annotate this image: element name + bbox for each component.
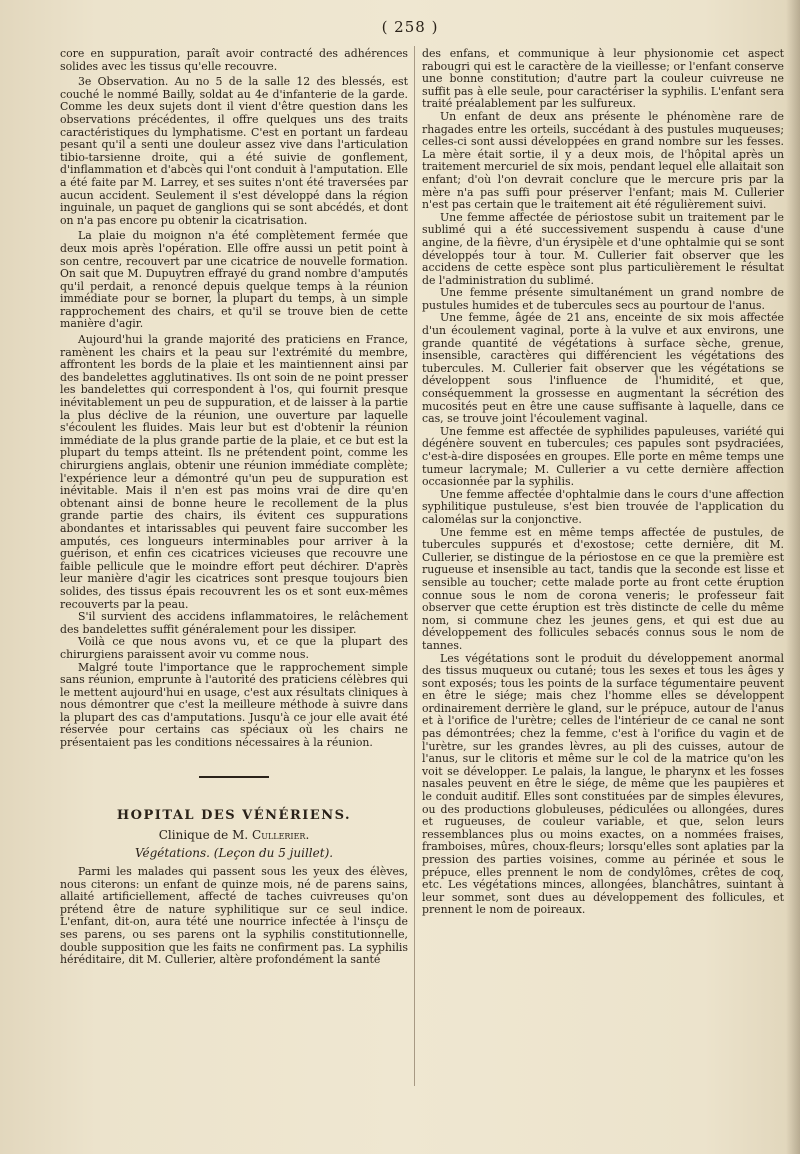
paragraph: Aujourd'hui la grande majorité des praticiens en France, ramènent les chairs et la peau sur l'extrémité du membre, affrontent les bords de la plaie et les maintiennent ainsi par des bandelettes agglutinatives. Ils ont soin de ne point presser les bandelettes qui correspondent à l'os, qui fournit presque inévitablement un peu de suppuration, et de laisser à la partie la plus déclive de la réunion, une ouverture par laquelle s'écoulent les fluides. Mais leur but est d'obtenir la réunion immédiate de la plus grande partie de la plaie, et ce but est la plupart du temps atteint. Ils ne prétendent point, comme les chirurgiens anglais, obtenir une réunion immédiate complète; l'expérience leur a démontré qu'un peu de suppuration est inévitable. Mais il n'en est pas moins vrai de dire qu'en obtenant ainsi de bonne heure le recollement de la plus grande partie des chairs, ils évitent ces suppurations abondantes et intarissables qui peuvent faire succomber les amputés, ces longueurs interminables pour arriver à la guérison, et enfin ces cicatrices vicieuses que recouvre une faible pellicule que le moindre effort peut déchirer. D'après leur manière d'agir les cicatrices sont presque toujours bien solides, des tissus épais recouvrent les os et sont eux-mêmes recouverts par la peau. (60, 333, 408, 611)
left-column (60, 48, 408, 967)
paragraph: Une femme est en même temps affectée de pustules, de tubercules suppurés et d'exostose; cette dernière, dit M. Cullerier, se distingue de la périostose en ce que la première est rugueuse et insensible au tact, tandis que la seconde est lisse et sensible au toucher; cette malade porte au front cette éruption connue sous le nom de corona veneris; le professeur fait observer que cette éruption est très distincte de celle du même nom, si commune chez les jeunes gens, et qui est due au développement des follicules sebacés connus sous le nom de tannes. (422, 525, 784, 652)
section-title: HOPITAL DES VÉNÉRIENS. (116, 808, 352, 824)
section-separator (60, 772, 408, 785)
paragraph: Une femme présente simultanément un grand nombre de pustules humides et de tubercules secs au pourtour de l'anus. (422, 286, 784, 312)
paragraph: Une femme est affectée de syphilides papuleuses, variété qui dégénère souvent en tubercules; ces papules sont psydraciées, c'est-à-dire disposées en groupes. Elle porte en même temps une tumeur lacrymale; M. Cullerier a vu cette dernière affection occasionnée par la syphilis. (422, 424, 784, 489)
column-divider (414, 46, 415, 1086)
paragraph: Une femme affectée de périostose subit un traitement par le sublimé qui a été successivement suspendu à cause d'une angine, de la fièvre, d'un érysipèle et d'une ophtalmie qui se sont développés tour à tour. M. Cullerier fait observer que les accidens de cette espèce sont plus particulièrement le résultat de l'administration du sublimé. (422, 210, 784, 287)
clinic-prefix: Clinique de M. (158, 827, 249, 842)
page-number: ( 258 ) (381, 18, 439, 36)
lecture-heading: Végétations. (Leçon du 5 juillet). (134, 846, 334, 861)
paragraph: La plaie du moignon n'a été complètement fermée que deux mois après l'opération. Elle offre aussi un petit point à son centre, recouvert par une cicatrice de nouvelle formation. On sait que M. Dupuytren effrayé du grand nombre d'amputés qu'il perdait, a renoncé depuis quelque temps à la réunion immédiate pour se borner, la plupart du temps, à un simple rapprochement des chairs, et qu'il se trouve bien de cette manière d'agir. (60, 229, 408, 331)
page-edge-shadow (786, 0, 800, 1154)
paragraph: 3e Observation. Au no 5 de la salle 12 des blessés, est couché le nommé Bailly, soldat au 4e d'infanterie de la garde. Comme les deux sujets dont il vient d'être question dans les observations précédentes, il offre quelques uns des traits caractéristiques du lymphatisme. C'est en portant un fardeau pesant qu'il a senti une douleur assez vive dans l'articulation tibio-tarsienne droite, qui a été suivie de gonflement, d'inflammation et d'abcès qui l'ont conduit à l'amputation. Elle a été faite par M. Larrey, et ses suites n'ont été traversées par aucun accident. Seulement il s'est développé dans la région inguinale, un paquet de ganglions qui se sont abcédés, et dont on n'a pas encore pu obtenir la cicatrisation. (60, 75, 408, 227)
paragraph: Une femme affectée d'ophtalmie dans le cours d'une affection syphilitique pustuleuse, s'est bien trouvée de l'application du calomélas sur la conjonctive. (422, 487, 784, 526)
paragraph: Voilà ce que nous avons vu, et ce que la plupart des chirurgiens paraissent avoir vu comme nous. (60, 635, 408, 661)
paragraph: Une femme, âgée de 21 ans, enceinte de six mois affectée d'un écoulement vaginal, porte à la vulve et aux environs, une grande quantité de végétations à surface sèche, grenue, insensible, caractères qui différencient les végétations des tubercules. M. Cullerier fait observer que les végétations se développent sous l'influence de l'humidité, et que, conséquemment la grossesse en augmentant la sécrétion des mucosités peut en être une cause suffisante à laquelle, dans ce cas, se trouve joint l'écoulement vaginal. (422, 311, 784, 426)
paragraph: Malgré toute l'importance que le rapprochement simple sans réunion, emprunte à l'autorité des praticiens célèbres qui le mettent aujourd'hui en usage, c'est aux résultats cliniques à nous démontrer que c'est la meilleure méthode à suivre dans la plupart des cas d'amputations. Jusqu'à ce jour elle avait été réservée pour certains cas spéciaux où les chairs ne présentaient pas les conditions nécessaires à la réunion. (60, 660, 408, 750)
paragraph: S'il survient des accidens inflammatoires, le relâchement des bandelettes suffit généralement pour les dissiper. (60, 610, 408, 636)
clinic-heading (60, 829, 408, 842)
paragraph: Parmi les malades qui passent sous les yeux des élèves, nous citerons: un enfant de quinze mois, né de parens sains, allaité artificiellement, affecté de taches cuivreuses qu'on prétend être de nature syphilitique sur ce seul indice. L'enfant, dit-on, aura tété une nourrice infectée à l'insçu de ses parens, ou ses parens ont la syphilis constitutionnelle, double supposition que les faits ne confirment pas. La syphilis héréditaire, dit M. Cullerier, altère profondément la santé (60, 865, 408, 967)
paragraph: des enfans, et communique à leur physionomie cet aspect rabougri qui est le caractère de la vieillesse; or l'enfant conserve une bonne constitution; d'autre part la couleur cuivreuse ne suffit pas à elle seule, pour caractériser la syphilis. L'enfant sera traité préalablement par les sulfureux. (422, 47, 784, 111)
paragraph: Un enfant de deux ans présente le phénomène rare de rhagades entre les orteils, succédant à des pustules muqueuses; celles-ci sont aussi développées en grand nombre sur les fesses. La mère était sortie, il y a deux mois, de l'hôpital après un traitement mercuriel de six mois, pendant lequel elle allaitait son enfant; d'où l'on devrait conclure que le mercure pris par la mère n'a pas suffi pour préserver l'enfant; mais M. Cullerier n'est pas certain que le traitement ait été régulièrement suivi. (422, 109, 784, 212)
clinic-name: Cullerier. (252, 827, 310, 842)
right-column (422, 48, 784, 917)
paragraph: core en suppuration, paraît avoir contracté des adhérences solides avec les tissus qu'elle recouvre. (60, 47, 408, 73)
paragraph: Les végétations sont le produit du développement anormal des tissus muqueux ou cutané; tous les sexes et tous les âges y sont exposés; tous les points de la surface tégumentaire peuvent en être le siége; mais chez l'homme elles se développent ordinairement derrière le gland, sur le prépuce, autour de l'anus et à l'orifice de l'urètre; celles de l'intérieur de ce canal ne sont pas démontrées; chez la femme, c'est à l'orifice du vagin et de l'urètre, sur les grandes lèvres, au pli des cuisses, autour de l'anus, sur le clitoris et même sur le col de la matrice qu'on les voit se développer. Le palais, la langue, le pharynx et les fosses nasales peuvent en être le siége, de même que les paupières et le conduit auditif. Elles sont constituées par de simples élevures, ou des productions globuleuses, pédiculées ou allongées, dures et rugueuses, de couleur variable, et que, selon leurs ressemblances plus ou moins exactes, on a nommées fraises, framboises, mûres, choux-fleurs; lorsqu'elles sont aplaties par la pression des parties voisines, comme au périnée et sous le prépuce, elles prennent le nom de condylômes, crêtes de coq, etc. Les végétations minces, allongées, blanchâtres, suintant à leur sommet, sont dues au développement des follicules, et prennent le nom de poireaux. (422, 651, 784, 917)
